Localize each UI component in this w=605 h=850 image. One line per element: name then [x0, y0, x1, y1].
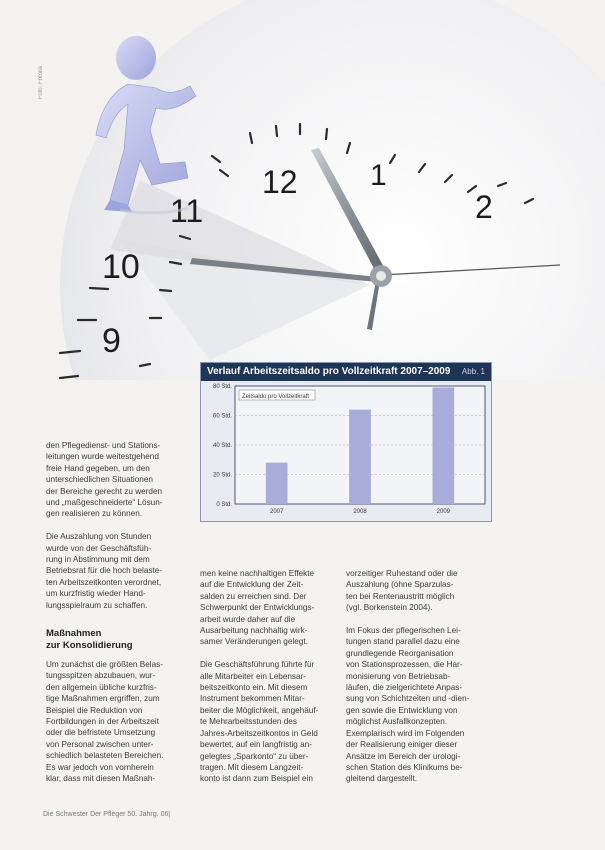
text-line: rung in Abstimmung mit dem [46, 555, 150, 565]
text-line: um kurzfristig wieder Hand- [46, 589, 146, 599]
text-line: Die Auszahlung von Stunden [46, 532, 152, 542]
text-line: Instrument bekommen Mitar- [200, 694, 305, 704]
text-line: von Stationsprozessen, die Har- [346, 660, 463, 670]
text-line: der Realisierung einiger dieser [346, 740, 458, 750]
text-line: freie Hand gegeben, um den [46, 463, 150, 473]
text-line: wurde von der Geschäftsfüh- [46, 543, 152, 553]
text-line: grundlegende Reorganisation [346, 648, 454, 658]
subhead-line-1: Maßnahmen [46, 628, 102, 639]
text-line [46, 520, 163, 531]
text-line: beiter die Möglichkeit, angehäuf- [200, 705, 319, 715]
text-line: den Pflegedienst- und Stations- [46, 441, 161, 450]
text-line: gleitend dargestellt. [346, 774, 418, 784]
text-line: vorzeitiger Ruhestand oder die [346, 569, 458, 578]
chart-title: Verlauf Arbeitszeitsaldo pro Vollzeitkraft 2007–2009 [207, 366, 451, 377]
text-line: leitungen wurde weitestgehend [46, 452, 159, 462]
text-line: Auszahlung (ohne Sparzulas- [346, 580, 454, 590]
chart-figure [200, 362, 492, 522]
text-line: oder die befristete Umsetzung [46, 728, 156, 738]
photo-credit: Foto: Fotolia [38, 66, 44, 100]
x-tick-label: 2008 [353, 509, 367, 515]
text-line: klar, dass mit diesen Maßnah- [46, 774, 156, 784]
numeral-12: 12 [262, 164, 298, 200]
text-line: te Mehrarbeitsstunden des [200, 717, 297, 727]
text-line: schiedlich belasteten Bereichen. [46, 751, 164, 761]
numeral-9: 9 [102, 322, 121, 360]
figure-reference: Abb. 1 [461, 367, 485, 376]
text-line: Exemplarisch wird im Folgenden [346, 728, 465, 738]
text-line: tige Maßnahmen ergriffen, zum [46, 694, 160, 704]
text-line: Fortbildungen in der Arbeitszeit [46, 717, 159, 727]
text-line: men keine nachhaltigen Effekte [200, 569, 315, 578]
text-line: arbeit wurde daher auf die [200, 614, 296, 624]
text-line: ten Arbeitszeitkonten verordnet, [46, 577, 162, 587]
text-line: unterschiedlichen Situationen [46, 475, 153, 485]
x-tick-label: 2009 [436, 509, 451, 515]
text-line: alle Mitarbeiter ein Lebensar- [200, 671, 307, 681]
text-line: samer Veränderungen gelegt. [200, 637, 308, 647]
text-line: den allgemein übliche kurzfris- [46, 682, 157, 692]
text-line: sung von Schichtzeiten und -dien- [346, 694, 470, 704]
bar-2008 [349, 410, 371, 504]
bar-2007 [266, 463, 288, 504]
legend-label: Zeitsaldo pro Vollzeitkraft [242, 394, 310, 400]
y-tick-label: 20 Std. [212, 472, 232, 479]
text-line: Betriebsrat für die hoch belaste- [46, 566, 163, 576]
page-footer: Die Schwester Der Pfleger 50. Jahrg. 06| [43, 811, 171, 818]
text-line: Im Fokus der pflegerischen Lei- [346, 626, 461, 636]
column-3 [346, 568, 469, 785]
text-line: gelegtes „Sparkonto“ zu über- [200, 751, 309, 761]
text-line: lungsspielraum zu schaffen. [46, 600, 148, 610]
text-line: Um zunächst die größten Belas- [46, 660, 163, 669]
column-1-bottom [46, 659, 163, 784]
numeral-1: 1 [370, 159, 387, 192]
text-line: (vgl. Borkenstein 2004). [346, 603, 433, 613]
numeral-11: 11 [170, 193, 204, 229]
text-line: gen sowie die Entwicklung von [346, 705, 458, 715]
numeral-2: 2 [475, 189, 493, 225]
text-line: beitszeitkonto ein. Mit diesem [200, 683, 308, 693]
text-line: monisierung von Betriebsab- [346, 671, 451, 681]
text-line: Die Geschäftsführung führte für [200, 660, 315, 670]
text-line: tungsspitzen abzubauen, wur- [46, 671, 156, 681]
text-line: bewertet, auf ein langfristig an- [200, 740, 312, 750]
text-line: Ansätze im Bereich der urologi- [346, 751, 461, 761]
text-line: ten bei Rentenaustritt möglich [346, 591, 455, 601]
text-line: konto ist dann zum Beispiel ein [200, 774, 313, 784]
column-2 [200, 568, 318, 785]
text-line: Es war jedoch von vornherein [46, 762, 154, 772]
y-tick-label: 40 Std. [212, 443, 232, 449]
text-line: auf die Entwicklung der Zeit- [200, 580, 304, 590]
subhead-line-2: zur Konsolidierung [46, 640, 133, 651]
y-tick-label: 60 Std. [212, 413, 232, 420]
bar-chart [201, 381, 491, 521]
text-line: Schwerpunkt der Entwicklungs- [200, 603, 315, 613]
y-tick-label: 0 Std. [216, 502, 232, 508]
section-subhead [46, 628, 133, 652]
text-line: Jahres-Arbeitszeitkontos in Geld [200, 728, 318, 738]
text-line: schen Station des Klinikums be- [346, 762, 463, 772]
text-line: gen realisieren zu können. [46, 509, 143, 519]
text-line: möglichst Ausfallkonzepten. [346, 717, 448, 727]
text-line: tragen. Mit diesem Langzeit- [200, 762, 304, 772]
x-tick-label: 2007 [269, 509, 284, 515]
text-line: Ausarbeitung nachhaltig wirk- [200, 626, 308, 636]
column-1-top [46, 440, 163, 611]
text-line: der Bereiche gerecht zu werden [46, 486, 163, 496]
text-line: läufen, die zielgerichtete Anpas- [346, 683, 463, 693]
text-line: von Personal zwischen unter- [46, 739, 154, 749]
text-line: und „maßgeschneiderte“ Lösun- [46, 498, 163, 508]
clock-illustration [0, 0, 605, 380]
text-line: salden zu erreichen sind. Der [200, 591, 307, 601]
y-tick-label: 80 Std. [212, 384, 232, 390]
text-line: tungen stand parallel dazu eine [346, 637, 460, 647]
text-line: Beispiel die Reduktion von [46, 705, 143, 715]
chart-title-bar [201, 363, 491, 381]
text-line [200, 648, 318, 659]
numeral-10: 10 [102, 248, 140, 286]
bar-2009 [433, 387, 455, 504]
text-line [346, 614, 469, 625]
